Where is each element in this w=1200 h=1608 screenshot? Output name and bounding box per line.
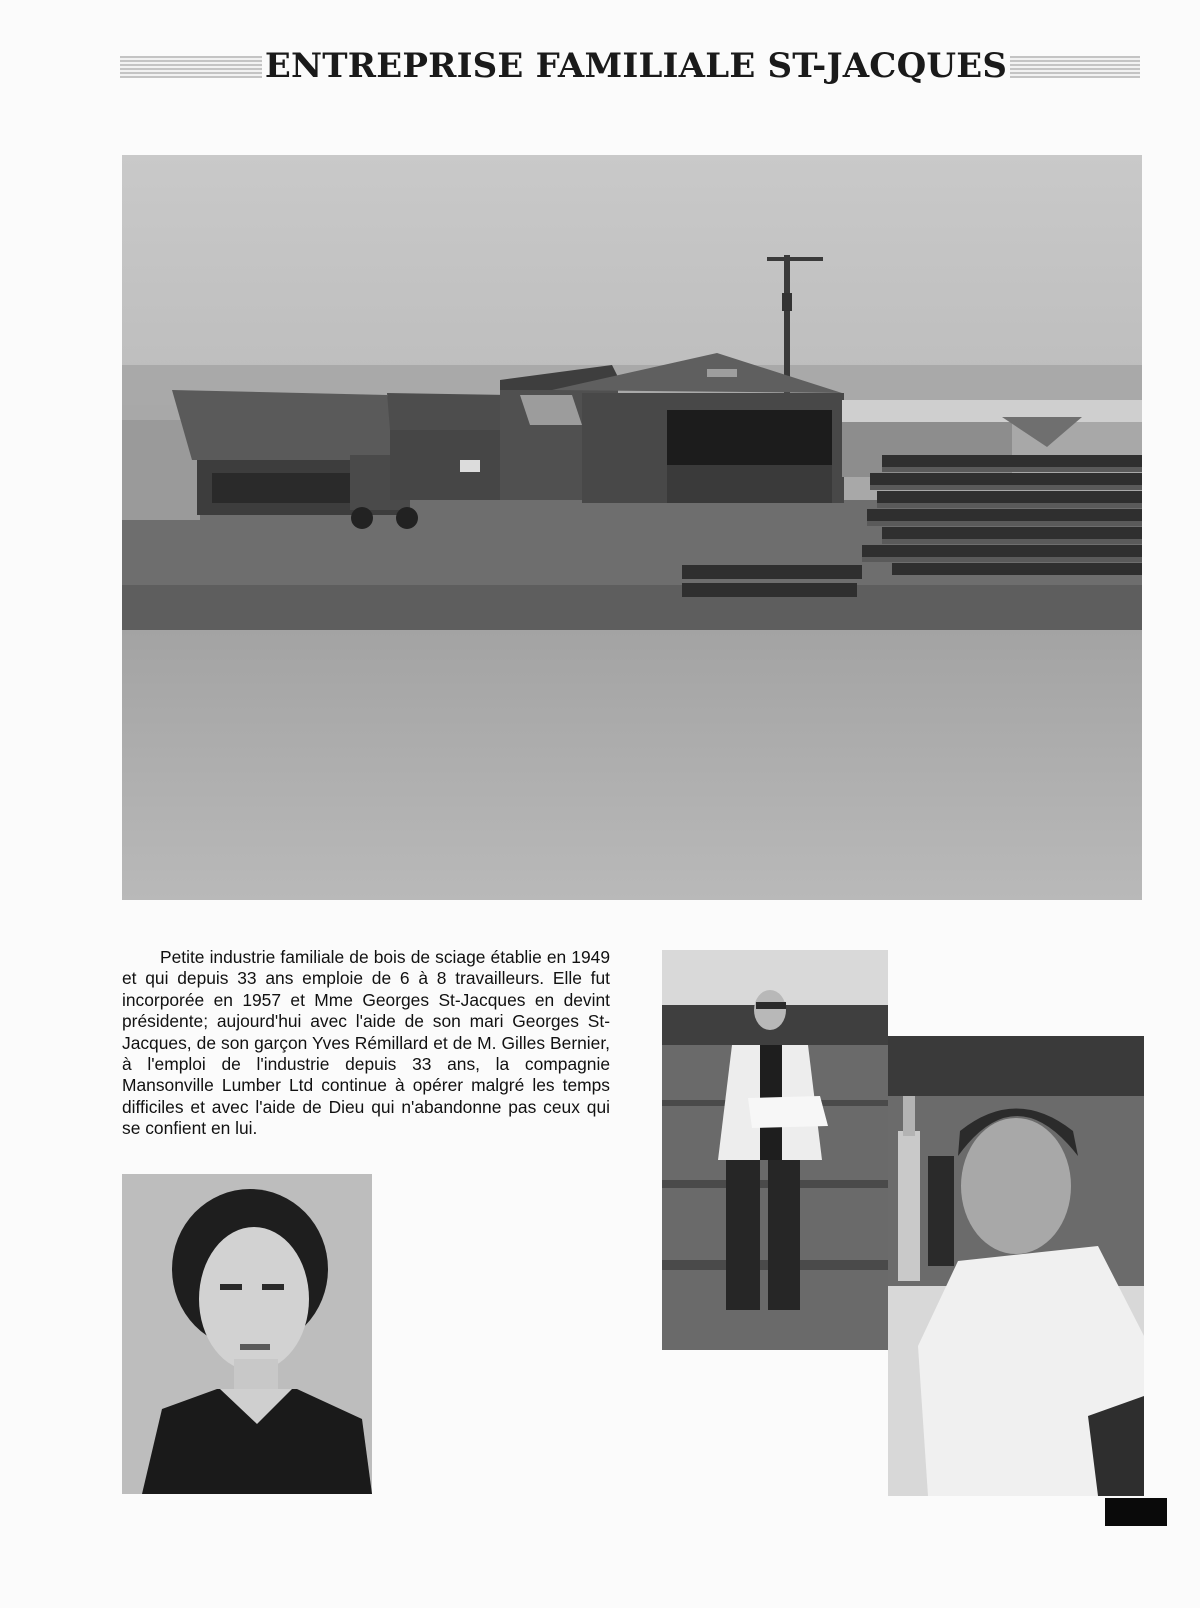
sawmill-photo bbox=[122, 155, 1142, 900]
title-rule-right bbox=[1010, 56, 1140, 78]
title-bar bbox=[120, 46, 1140, 86]
sawmill-photo-image bbox=[122, 155, 1142, 900]
man-in-field-photo bbox=[662, 950, 888, 1350]
article-text: Petite industrie familiale de bois de sciage établie en 1949 et qui depuis 33 ans emploie de 6 à 8 travailleurs. Elle fut incorporée en 1957 et Mme Georges St-Jacques en devint présidente; aujourd'hui avec l'aide de son mari Georges St-Jacques, de son garçon Yves Rémillard et de M. Gilles Bernier, à l'emploi de l'industrie depuis 33 ans, la compagnie Mansonville Lumber Ltd continue à opérer malgré les temps difficiles et avec l'aide de Dieu qui n'abandonne pas ceux qui se confient en lui. bbox=[122, 947, 610, 1139]
woman-portrait-photo-image bbox=[122, 1174, 372, 1494]
young-man-photo-image bbox=[888, 1036, 1144, 1496]
page-title: ENTREPRISE FAMILIALE ST-JACQUES bbox=[264, 46, 1008, 86]
page-edge-tab bbox=[1105, 1498, 1167, 1526]
woman-portrait-photo bbox=[122, 1174, 372, 1494]
young-man-photo bbox=[888, 1036, 1144, 1496]
title-rule-left bbox=[120, 56, 262, 78]
man-in-field-photo-image bbox=[662, 950, 888, 1350]
